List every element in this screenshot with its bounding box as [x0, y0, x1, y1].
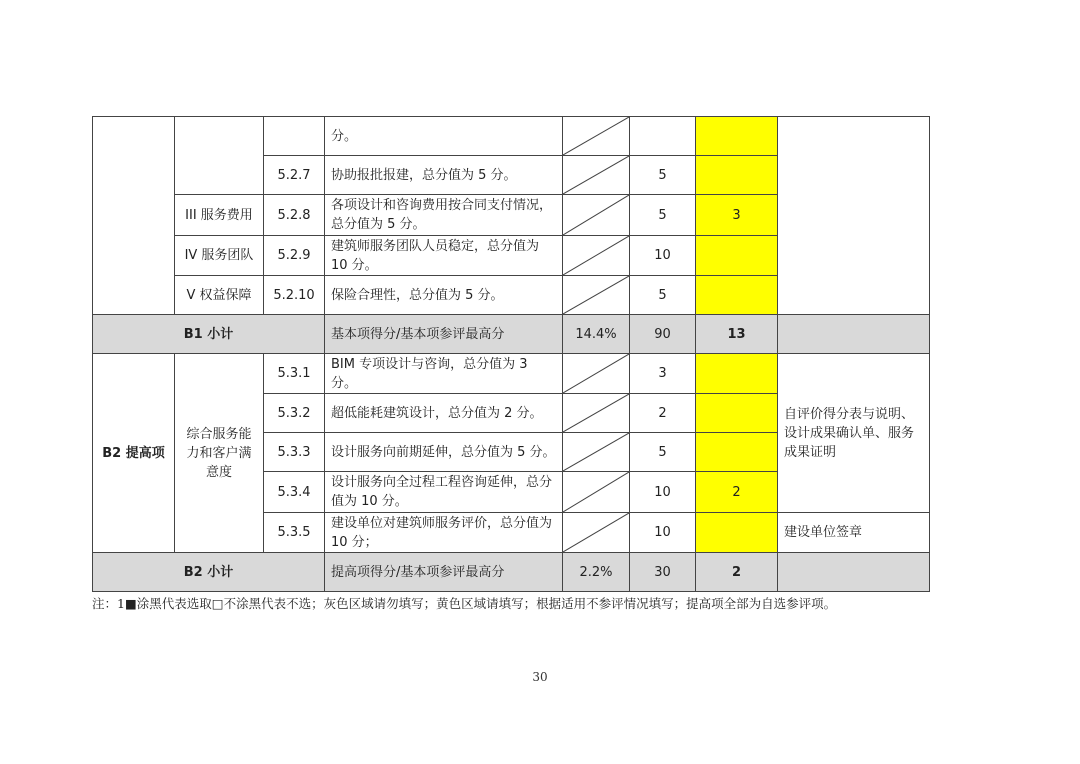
item-text: 保险合理性，总分值为 5 分。 — [325, 276, 563, 315]
b1-subtotal-percent: 14.4% — [563, 315, 630, 354]
na-slash-cell — [563, 513, 630, 553]
b1-subtotal-label: B1 小计 — [93, 315, 325, 354]
item-text: 分。 — [325, 117, 563, 156]
subcategory-cell-blank — [175, 117, 264, 195]
max-score-cell — [630, 117, 696, 156]
item-max-score: 2 — [630, 394, 696, 433]
item-text: 协助报批报建，总分值为 5 分。 — [325, 156, 563, 195]
b2-subtotal-percent: 2.2% — [563, 553, 630, 592]
score-input-cell[interactable] — [696, 394, 778, 433]
na-slash-cell — [563, 472, 630, 513]
b2-subtotal-score: 2 — [696, 553, 778, 592]
na-slash-cell — [563, 117, 630, 156]
item-code: 5.3.3 — [264, 433, 325, 472]
item-max-score: 5 — [630, 156, 696, 195]
na-slash-cell — [563, 394, 630, 433]
table-row — [93, 354, 930, 394]
b1-subtotal-row — [93, 315, 930, 354]
item-code: 5.3.2 — [264, 394, 325, 433]
evidence-text: 建设单位签章 — [778, 513, 930, 553]
score-input-cell[interactable] — [696, 276, 778, 315]
item-code: 5.2.7 — [264, 156, 325, 195]
subcategory-label: III 服务费用 — [175, 195, 264, 236]
b1-subtotal-max: 90 — [630, 315, 696, 354]
b2-subtotal-label: B2 小计 — [93, 553, 325, 592]
b2-subtotal-max: 30 — [630, 553, 696, 592]
b2-subcategory-label: 综合服务能力和客户满意度 — [175, 354, 264, 553]
score-input-cell[interactable] — [696, 433, 778, 472]
b2-subtotal-blank — [778, 553, 930, 592]
b1-subtotal-score: 13 — [696, 315, 778, 354]
score-table — [92, 116, 930, 592]
b2-subtotal-row — [93, 553, 930, 592]
code-cell — [264, 117, 325, 156]
item-text: 建设单位对建筑师服务评价，总分值为 10 分； — [325, 513, 563, 553]
evidence-cell-blank — [778, 117, 930, 315]
item-max-score: 10 — [630, 513, 696, 553]
item-code: 5.3.1 — [264, 354, 325, 394]
item-code: 5.2.8 — [264, 195, 325, 236]
score-input-cell[interactable] — [696, 156, 778, 195]
item-code: 5.3.4 — [264, 472, 325, 513]
item-text: 超低能耗建筑设计，总分值为 2 分。 — [325, 394, 563, 433]
item-text: 建筑师服务团队人员稳定，总分值为 10 分。 — [325, 236, 563, 276]
score-input-cell[interactable] — [696, 117, 778, 156]
table-footnote: 注：1■涂黑代表选取□不涂黑代表不选；灰色区域请勿填写；黄色区域请填写；根据适用不参评情况填写；提高项全部为自选参评项。 — [92, 596, 837, 611]
na-slash-cell — [563, 433, 630, 472]
na-slash-cell — [563, 156, 630, 195]
score-input-cell[interactable] — [696, 354, 778, 394]
score-input-cell[interactable]: 3 — [696, 195, 778, 236]
item-code: 5.2.9 — [264, 236, 325, 276]
item-text: 设计服务向前期延伸，总分值为 5 分。 — [325, 433, 563, 472]
item-text: BIM 专项设计与咨询，总分值为 3 分。 — [325, 354, 563, 394]
item-max-score: 5 — [630, 195, 696, 236]
item-code: 5.3.5 — [264, 513, 325, 553]
item-max-score: 10 — [630, 472, 696, 513]
item-max-score: 5 — [630, 433, 696, 472]
na-slash-cell — [563, 276, 630, 315]
item-max-score: 10 — [630, 236, 696, 276]
score-input-cell[interactable]: 2 — [696, 472, 778, 513]
item-max-score: 5 — [630, 276, 696, 315]
score-input-cell[interactable] — [696, 513, 778, 553]
na-slash-cell — [563, 195, 630, 236]
na-slash-cell — [563, 354, 630, 394]
subcategory-label: IV 服务团队 — [175, 236, 264, 276]
item-text: 各项设计和咨询费用按合同支付情况，总分值为 5 分。 — [325, 195, 563, 236]
category-cell-blank — [93, 117, 175, 315]
item-max-score: 3 — [630, 354, 696, 394]
b1-subtotal-text: 基本项得分/基本项参评最高分 — [325, 315, 563, 354]
score-input-cell[interactable] — [696, 236, 778, 276]
evidence-text: 自评价得分表与说明、设计成果确认单、服务成果证明 — [778, 354, 930, 513]
subcategory-label: V 权益保障 — [175, 276, 264, 315]
b2-subtotal-text: 提高项得分/基本项参评最高分 — [325, 553, 563, 592]
item-code: 5.2.10 — [264, 276, 325, 315]
na-slash-cell — [563, 236, 630, 276]
b1-subtotal-blank — [778, 315, 930, 354]
item-text: 设计服务向全过程工程咨询延伸，总分值为 10 分。 — [325, 472, 563, 513]
b2-category-label: B2 提高项 — [93, 354, 175, 553]
page-number: 30 — [532, 670, 548, 684]
table-row — [93, 117, 930, 156]
